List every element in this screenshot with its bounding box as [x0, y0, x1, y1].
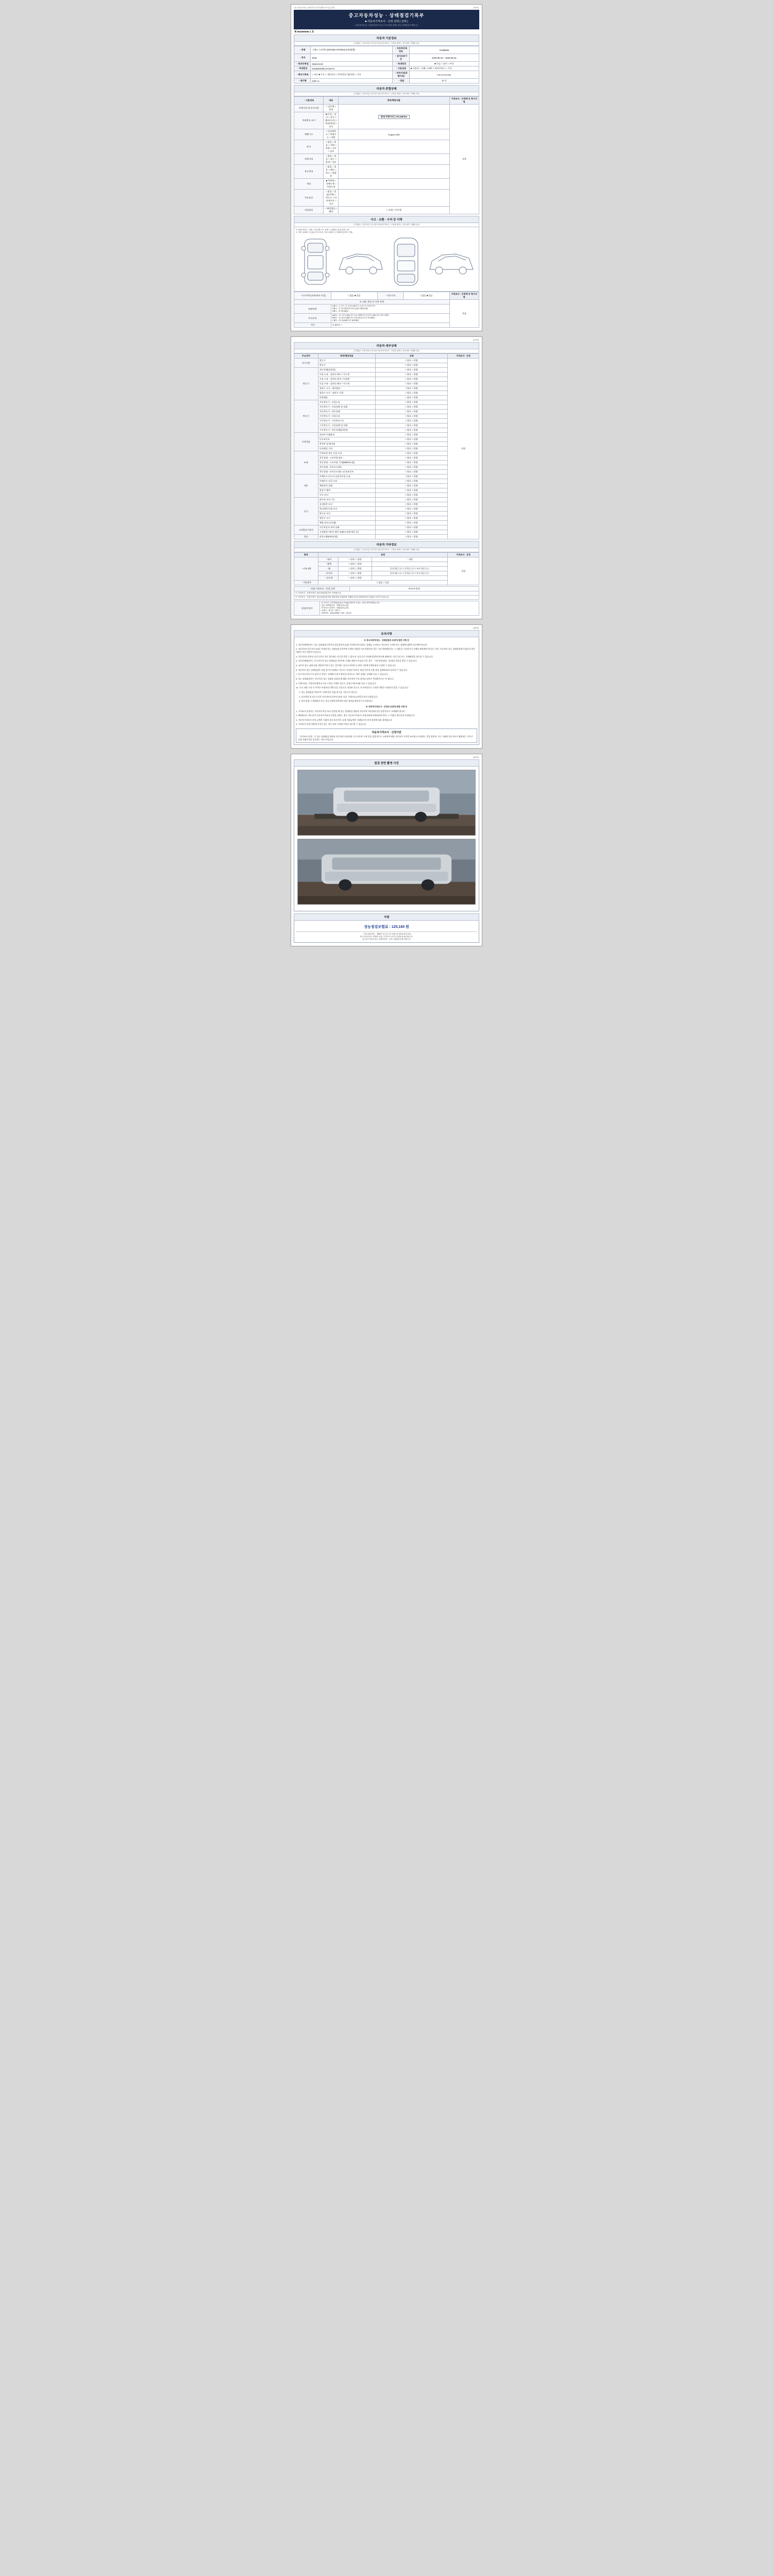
col-header: 가격조사 · 산정액 등 특가사항 — [449, 97, 479, 105]
table-row — [294, 587, 479, 591]
fee-label: ㆍ보험 가격조사 · 산정 금액 — [294, 587, 350, 591]
section-overall-subtitle: (기재없는 기록부/및 특가사항 자동차가격조사 · 산정을 원하는 경우에만 기재합니다) — [294, 92, 479, 96]
item-label: 윈도우 모터 — [318, 512, 375, 516]
item-label: 오일 누유 - 실린더 헤드 / 가스켓 — [318, 382, 375, 386]
item-state[interactable]: □ 양호 □ 불량 — [375, 456, 447, 461]
item-label: 작동상태 - 타이로드엔드 및 볼조인트 — [318, 470, 375, 474]
item-state[interactable]: □ 양호 □ 불량 — [375, 502, 447, 507]
row-detail — [339, 190, 449, 207]
item-state[interactable]: □ 양호 □ 불량 — [375, 512, 447, 516]
item-state[interactable]: □ 양호 □ 불량 — [375, 470, 447, 474]
mileage-readout — [339, 105, 449, 129]
table-header-row — [294, 97, 479, 105]
row-detail: % ppm 10% — [339, 129, 449, 140]
group-lines — [331, 314, 449, 323]
section-other-title: 자동차 기타정보 — [294, 541, 479, 548]
item-state[interactable]: □ 양호 □ 불량 — [375, 368, 447, 372]
section-basic-title: 자동차 기본정보 — [294, 35, 479, 42]
notice-item: 5. 자동차 성능·상태 점검 내용에 이의가 있는 경우에는 한국소비자원 등 관련 기관에 분쟁조정을 신청할 수 있습니다. — [296, 664, 396, 667]
item-label: 등속조인트 — [318, 437, 375, 442]
section-accident-subtitle: (기재없는 기록부/및 특가사항 자동차가격조사 · 산정을 원하는 경우에만 기재합니다) — [294, 223, 479, 227]
row-label: ㆍ휠 — [318, 567, 338, 571]
notice-heading-1: ※ 중고자동차성능 · 상태점검의 보증에 관한 사항 등 — [364, 639, 409, 641]
row-label: ㆍ광택 — [318, 562, 338, 567]
item-state[interactable]: □ 양호 □ 불량 — [375, 410, 447, 414]
item-label: 추진축 및 베어링 — [318, 442, 375, 447]
item-label: 실내송풍 모터 — [318, 502, 375, 507]
row-value: 71S06604 — [409, 46, 479, 54]
item-state[interactable]: □ 양호 □ 불량 — [375, 521, 447, 526]
row-content: □ 없음 □ 있음 □ 적법 □ 불법 □ 구조 □ 장치 — [324, 140, 339, 154]
row-value: □ 양호 □ 불량 — [339, 576, 372, 581]
item-state[interactable]: □ 양호 □ 불량 — [375, 465, 447, 470]
sheet-4 — [291, 754, 482, 946]
row-label: 리콜대상 — [294, 207, 324, 214]
group-line: ⑳ 휠하우스 — [331, 323, 449, 328]
item-label: 와이퍼 모터 기능 — [318, 498, 375, 502]
row-label: ㆍ최초등록일 — [294, 62, 311, 66]
row-label: ㆍ차대번호 — [294, 66, 311, 71]
basic-info-table — [294, 46, 479, 83]
diagram-legend-1: ※ (내부/외부) : 교환 = 앞/교환 또는 용접 = 교환(X), 판금/용접 = W — [296, 229, 349, 231]
row-content: ■ 동일 □ 상이 □ 부식 □ 훼손(오손) □ 변조(변타) □ 상이 — [324, 112, 339, 129]
section-detail-subtitle: (기재없는 기록부/및 특가사항 자동차가격조사 · 산정을 원하는 경우에만 기재합니다) — [294, 349, 479, 353]
item-label: 고전원전기장치 절연 상태(고전압 배선 등) — [318, 530, 375, 535]
item-label: 브레이크 마스터 실린더오일 누유 — [318, 474, 375, 479]
group-name: 전기 — [294, 498, 318, 526]
item-state[interactable]: □ 양호 □ 불량 — [375, 372, 447, 377]
page-title: 중고자동차성능 · 상태점검기록부 — [348, 13, 425, 18]
row-value: 2497 cc — [311, 79, 393, 83]
item-label: 디퍼렌셜 기어 — [318, 447, 375, 451]
row-content: □ 해당없음 □ 해당 — [324, 207, 339, 214]
detail-rows-body — [294, 359, 479, 539]
item-state[interactable]: □ 양호 □ 불량 — [375, 442, 447, 447]
car-front-diagram — [297, 236, 333, 287]
definition-box — [296, 728, 477, 743]
table-row — [294, 601, 479, 616]
table-header-row — [294, 553, 479, 557]
page-mark-1: (1/4면) — [473, 7, 479, 9]
accident-diagram-zone — [294, 227, 479, 292]
item-state[interactable]: □ 양호 □ 불량 — [375, 377, 447, 382]
row-detail — [372, 562, 447, 567]
row-label: ㆍ정원 — [393, 79, 409, 83]
section-overall-title: 자동차 종합상태 — [294, 85, 479, 92]
item-label: 오일 누유 - 실린더 헤드 / 가스켓 — [318, 372, 375, 377]
row-value: □ 양호 □ 불량 — [339, 567, 372, 571]
row-value: 2025-08-23 ~ 2026-08-22 — [409, 54, 479, 62]
page-mark-2: (2/4면) — [473, 339, 479, 341]
item-label: 발전기 출력 — [318, 488, 375, 493]
group-name: 주요골격 — [294, 314, 331, 323]
footer-line-1: 「자동차관리법」 제58조 및 같은 법 시행규칙 제120조에 따라 — [362, 933, 411, 936]
item-state[interactable]: □ 양호 □ 불량 — [375, 479, 447, 484]
group-line: A랭크 : ⑪ 프론트패널 ⑫ 크로스멤버 ⑬ 인사이드패널 ⑭ 사이드멤버 — [332, 314, 389, 316]
group-line: C랭크 : ⑱ 대쉬패널 ⑲ 필러패널 — [332, 319, 359, 321]
table-row — [294, 300, 479, 304]
row-label: ㆍ타이어 — [318, 571, 338, 576]
row-label: ㆍ속도계 — [318, 576, 338, 581]
item-state[interactable]: □ 양호 □ 불량 — [375, 461, 447, 465]
item-state[interactable]: □ 양호 □ 불량 — [375, 493, 447, 498]
row-detail — [339, 140, 449, 154]
table-row — [294, 66, 479, 71]
item-label: 작동상태 - 스티어링 기어(MDPS포함) — [318, 461, 375, 465]
item-label: 냉각수 누수 - 냉각수 수량 — [318, 391, 375, 396]
row-value: ■ 가솔린 □ 디젤 □ LPG □ 하이브리드 □ 기타 — [409, 66, 479, 71]
group-name: 조향 — [294, 451, 318, 474]
page-mark-4: (4/4면) — [473, 756, 479, 759]
table-row — [294, 79, 479, 83]
item-label: 원동기 — [318, 359, 375, 363]
row-value: □ 없음 □ 있음 — [318, 581, 447, 585]
group-name: 고전원전기장치 — [294, 526, 318, 535]
appraisal-note: 적정 — [449, 105, 479, 214]
notice-item: 1. 가격조사·산정자는 자동차가격을 조사·산정할 때 성능·상태점검 내용과 자동차의 사용상태 등을 종합적으로 고려해야 합니다. — [296, 709, 406, 713]
notice-items — [296, 643, 477, 689]
col-header: 항목 — [294, 553, 318, 557]
row-value: □ 없음 ■ 있음 — [403, 292, 449, 300]
group-name: 제동 — [294, 474, 318, 498]
notice-items-2 — [296, 710, 477, 726]
group-lines — [331, 304, 449, 314]
notice-item: 3. 자동차인도일부터 보증기간이 지난 경우에는 보증을 받을 수 없으며, 보증기간 이내에 발견된 하자에 대해서는 보증수리 또는 손해배상을 청구할 수 있습니다. — [296, 655, 433, 658]
item-state[interactable]: □ 양호 □ 불량 — [375, 488, 447, 493]
accident-history-table — [294, 292, 479, 328]
table-row — [294, 359, 479, 363]
notice-heading-2: ※ 자동차가격조사 · 산정의 보증에 관한 사항 등 — [365, 705, 408, 708]
col-header: 내용 — [324, 97, 339, 105]
fee-line — [296, 922, 477, 931]
item-label: 냉각수 누수 — [318, 516, 375, 521]
row-value: □ 양호 □ 불량 — [339, 571, 372, 576]
row-label: ㆍ유리 — [318, 557, 338, 562]
table-row — [294, 596, 479, 600]
item-label: 라디에이터 팬 모터 — [318, 507, 375, 512]
fee-table — [294, 586, 479, 600]
fee-value: 0 0 0 0 원정 — [349, 587, 479, 591]
definition-title: 자동차가격조사 · 산정이란 — [372, 731, 401, 735]
section-accident-title: 사고 · 교환 · 수리 등 이력 — [294, 216, 479, 223]
item-state[interactable]: □ 양호 □ 불량 — [375, 391, 447, 396]
fee-disclaimer-title: ※ 가격조사 · 산정가격은 성능상태점검자가 작성합니다. — [294, 591, 479, 596]
signer-line: 소재지 : 경기도 고양시 ... — [321, 609, 342, 612]
header-note: ( 자동차인도일 : 산정일자(인도일 등 모든일자) 선택 ) 성능·상태점검 기재일시 ) — [355, 24, 418, 26]
row-value: 2018 — [311, 54, 393, 62]
row-label: ㆍ연식 — [294, 54, 311, 62]
item-state[interactable]: □ 양호 □ 불량 — [375, 437, 447, 442]
inspection-photo-2 — [297, 839, 476, 905]
group-line: 3랭크 : ⑩ 쿼터패널 — [332, 310, 349, 312]
group-name: 자가진단 — [294, 359, 318, 368]
fee-label: 성능점검보험료 : — [364, 925, 391, 929]
item-state[interactable]: □ 양호 □ 불량 — [375, 382, 447, 386]
item-label: 수동변속기 - 기어변속기구 — [318, 419, 375, 423]
group-name: 변속기 — [294, 400, 318, 433]
signature-section-title: 서명 — [294, 913, 479, 921]
photo-section-title: 점검 장면 촬영 사진 — [294, 759, 479, 767]
appraisal-note: 적정 — [449, 300, 479, 328]
notice-item: 2. 매매업자는 매수인이 자동차가격조사·산정을 원하는 경우 자동차가격조사·산정자에게 의뢰하여야 하며, 그 비용은 매수인이 부담합니다. — [296, 714, 415, 717]
row-detail: 운전석(①②□ / 중간(①②□ / 조수석(①②□ — [372, 571, 447, 576]
group-name: 연료 — [294, 535, 318, 539]
row-label: ㆍ자동차등록번호 — [393, 46, 409, 54]
notice-item: 8. 성능·상태점검자는 자동차의 성능·상태를 점검할 때 해당 자동차의 구조·장치를 임의로 변경하여서는 안 됩니다. — [296, 677, 394, 680]
item-state[interactable]: □ 양호 □ 불량 — [375, 386, 447, 391]
item-state[interactable]: □ 양호 □ 불량 — [375, 419, 447, 423]
row-value: KMJWD37BU-S710771 — [311, 66, 393, 71]
row-value: □ 자동 ■ 수동 □ 세미오토 □ 무단변속기(CVT) □ 기타 — [311, 71, 393, 79]
sheet-2 — [291, 336, 482, 619]
notice-item: 4. 자동차매매업자는 중고자동차 성능·상태점검기록부에 기재된 내용이 사실과 다른 경우 「자동차관리법」에 따라 처분을 받을 수 있습니다. — [296, 659, 417, 663]
group-line: B랭크 : ⑮ 플로어패널 ⑯ 트렁크플로어 ⑰ 리어패널 — [332, 317, 375, 319]
table-row — [294, 557, 479, 562]
row-label: ㆍ배기량 — [294, 79, 311, 83]
row-detail — [339, 154, 449, 165]
col-header: 주요장치 — [294, 354, 318, 359]
item-state[interactable]: □ 양호 □ 불량 — [375, 526, 447, 530]
item-label: 작동상태 - 타이로드엔드 — [318, 465, 375, 470]
row-label: 주행거리 및 특가사항 — [294, 105, 324, 112]
item-label: 변속기 — [318, 363, 375, 368]
row-label: ㆍ사용연료 — [393, 66, 409, 71]
group-line: 1랭크 : ① 후드 ② 프론트펜더 ③ 도어 ④ 트렁크리드 — [332, 305, 376, 307]
item-label: 오일 누유 - 실린더 블록 / 오일팬 — [318, 377, 375, 382]
notice-item: 9. 주행거리는 주행거리계에 표시된 수치를 기재한 것으로, 실제 주행거리와 다를 수 있습니다. — [296, 682, 377, 685]
row-label: ㆍ주차거리(주행거리) — [393, 71, 409, 79]
col-header: 가격조사 · 산정 — [447, 354, 479, 359]
car-top-diagram — [388, 236, 424, 287]
col-header: 가격조사 · 산정 — [447, 553, 479, 557]
notice-item: 2. 자동차인도일로부터 30일 이내에 성능·상태점검기록부에 기재된 내용과 다르게 확인된 경우, 자동차매매업자는 그 내용을 수리하거나 손해를 배상해야 합니다. 다만, 자동차의 성능·상태점검에 포함되지 않은 내용은 보증 대상이 아닙니다. — [296, 648, 476, 653]
col-header: 상태 — [375, 354, 447, 359]
group-line: 2랭크 : ⑤ 라디에이터서포트(볼트체결부품) — [332, 308, 368, 310]
car-diagrams — [296, 234, 477, 290]
item-label: 수동변속기 - 오일유량 및 상태 — [318, 423, 375, 428]
signer-line: 성능·상태점검자 : 성명(상호) (인) — [321, 604, 349, 606]
item-label: 구동축전지 격리 상태 — [318, 526, 375, 530]
table-row — [294, 591, 479, 596]
row-label: ㆍ검사유효기간 — [393, 54, 409, 62]
car-side-diagram-left — [336, 244, 385, 280]
row-label: 특별이력 — [294, 154, 324, 165]
footer-note — [296, 931, 477, 941]
group-name: 동력전달 — [294, 433, 318, 451]
mileage-value: 현재 주행거리 | 170,198 km — [378, 115, 410, 119]
photo-2-caption — [297, 905, 476, 908]
item-state[interactable]: □ 양호 □ 불량 — [375, 507, 447, 512]
item-label: 자동변속기 - 작동상태 — [318, 410, 375, 414]
row-value: □ 양호 □ 불량 — [339, 557, 372, 562]
group-name: 기타 — [294, 323, 331, 328]
photo-gallery — [294, 767, 479, 911]
row-label: 튜닝 — [294, 140, 324, 154]
signer-addr: 본 진단은 교부하였음(임교사자)(임대자료가 있는 경우) 확인하였습니다. — [321, 602, 380, 604]
item-state[interactable]: □ 양호 □ 불량 — [375, 474, 447, 479]
notice-subitems — [296, 691, 477, 703]
signer-lines — [320, 601, 479, 616]
footer-line-3: [ ¥ ] 중고자동차성능·상태점검자 · 산정 ) 바랍감을 확인합니다. — [362, 938, 411, 941]
inspection-photo-1 — [297, 770, 476, 836]
item-label: 브레이크 오일 누유 — [318, 479, 375, 484]
row-label: 차대번호 표기 — [294, 112, 324, 129]
fee-amount: 125,180 원 — [391, 925, 409, 929]
item-state[interactable]: □ 양호 □ 불량 — [375, 433, 447, 437]
item-state[interactable]: □ 양호 □ 불량 — [375, 405, 447, 410]
row-label: ㆍ차대번호 — [393, 62, 409, 66]
document-header — [294, 10, 479, 29]
row-value: 그랜드 스타렉스(GRAND STAREX)-5세대(밴) — [311, 46, 393, 54]
table-row — [294, 105, 479, 112]
diagram-legend-2: ※ 하단 상태표시 용품(주기준이외, 기타 차량의 등 상태에 한하여 기재) — [296, 231, 352, 233]
notice-title: 유의사항 — [294, 630, 479, 637]
notice-item: 7. 중고자동차의 주요 장치 중 일부는 분해하지 않고 확인한 것이므로, 내부 상태는 실제와 다를 수 있습니다. — [296, 673, 389, 676]
form-name: 중고자동차성능·상태점검기록부(제3호서식) (앞쪽) — [294, 7, 335, 9]
item-label: 클러치 어셈블리 — [318, 433, 375, 437]
notice-item: 6. 자동차의 성능·상태점검은 점검 당시의 상태를 기준으로 작성된 것이며, 점검 이후의 사용·관리 상태에 따라 달라질 수 있습니다. — [296, 668, 408, 671]
side-label: ㆍ사용내용 — [294, 557, 318, 581]
overall-state-table — [294, 96, 479, 214]
row-detail — [372, 576, 447, 581]
row-value: □ 없음 ■ 있음 — [331, 292, 377, 300]
table-row — [294, 54, 479, 62]
row-label: ㆍ사고이력 (교차/권리 수입) — [294, 292, 331, 300]
item-state[interactable]: □ 양호 □ 불량 — [375, 530, 447, 535]
notice-item: 1. 성능·상태점검기록부의 기재사항은 점검 당시를 기준으로 합니다. — [299, 690, 358, 693]
row-value: 2018-04-03 — [311, 62, 393, 66]
section-other-subtitle: (기재없는 기록부/및 특가사항 자동차가격조사 · 산정을 원하는 경우에만 기재합니다) — [294, 548, 479, 552]
document-number: 제 952080596 1 호 — [294, 30, 314, 33]
item-state[interactable]: □ 양호 □ 불량 — [375, 447, 447, 451]
signature-fee-block — [294, 921, 479, 943]
item-label: 연료누출(LPG포함) — [318, 535, 375, 539]
page-mark-3: (3/4면) — [473, 627, 479, 629]
row-content: ■ 무채색 □ 전체도색 □ 부분도색 — [324, 179, 339, 190]
appraisal-note: 적정 — [447, 557, 479, 585]
col-header: 항목/해당내용 — [339, 97, 449, 105]
item-state[interactable]: □ 양호 □ 불량 — [375, 400, 447, 405]
item-label: 자동변속기 - 오일누유 — [318, 400, 375, 405]
notice-item: 4. 가격조사·산정 내용에 이의가 있는 경우 관련 기관에 이의를 제기할 수 있습니다. — [296, 723, 367, 726]
row-label: ㆍ변속기종류 — [294, 71, 311, 79]
header-subtitle: ■ 자동차가격조사 · 산정 선택 ( 선택 ) — [365, 20, 408, 23]
table-header-row — [294, 354, 479, 359]
row-label: 주요옵션 — [294, 190, 324, 207]
item-state[interactable]: □ 양호 □ 불량 — [375, 516, 447, 521]
row-detail: □ 이행 □ 미이행 — [339, 207, 449, 214]
item-label: 작동상태(공회전) — [318, 368, 375, 372]
row-detail: ㆍ내장 — [372, 557, 447, 562]
row-content: □ 실주행 □ 변경 — [324, 105, 339, 112]
item-state[interactable]: □ 양호 □ 불량 — [375, 423, 447, 428]
col-header: 상태 — [318, 553, 447, 557]
signature-table — [294, 601, 479, 616]
car-side-diagram-right — [427, 244, 476, 280]
table-row — [294, 46, 479, 54]
row-label: ㆍ단순수리 — [377, 292, 403, 300]
row-detail: 운전석(①②□ / 중간(①②□ / 조수석(①②□ — [372, 567, 447, 571]
table-row — [294, 62, 479, 66]
row-content: □ 없음 □ 있음 □ 렌트 □ 리스 □ 영업용 — [324, 165, 339, 179]
row-content: □ 없음 □ 있음(선택) □ 썬루프 □ 내비게이션 □ 기타 — [324, 190, 339, 207]
signer-line: 가격조사·산정자 : 성명(상호) (인) — [321, 607, 349, 609]
col-header: 가격조사 · 산정액 등 특가사항 — [449, 292, 479, 300]
item-state[interactable]: □ 양호 □ 불량 — [375, 396, 447, 400]
item-state[interactable]: □ 양호 □ 불량 — [375, 359, 447, 363]
item-label: 예열 플러그(디젤) — [318, 521, 375, 526]
exchange-title: ※ 교환, 판금 등 이상 부위 — [294, 300, 450, 304]
notice-item: 2. 보증범위 및 보증기간은 자동차인도일부터 30일 이상, 주행거리 2천킬로미터 이상입니다. — [299, 695, 378, 698]
section-detail-title: 자동차 세부상태 — [294, 342, 479, 349]
item-label: 수동변속기 - 오일누유 — [318, 414, 375, 419]
item-state[interactable]: □ 양호 □ 불량 — [375, 498, 447, 502]
signer-line: 전화번호 : 1544-0000 / 대표 : 홍길동 — [321, 612, 352, 614]
item-state[interactable]: □ 양호 □ 불량 — [375, 484, 447, 488]
section-basic-subtitle: (기재없는 기록부/및 특가사항 자동차가격조사 · 산정을 원하는 경우에만 기재합니다) — [294, 42, 479, 46]
row-label: 용도변경 — [294, 165, 324, 179]
row-detail — [339, 179, 449, 190]
col-header: 항목/해당내용 — [318, 354, 375, 359]
item-state[interactable]: □ 양호 □ 불량 — [375, 363, 447, 368]
footer-line-2: 중고자동차성능·상태를 점검 ( 가격조사·산정 ) 하였음을 확인합니다. — [360, 936, 413, 938]
item-label: 동력조향 작동 오일 누유 — [318, 451, 375, 456]
fee-disclaimer: ※ 가격조사 · 산정가격은 성능상태점검자의 책임하에 기재되며 거래당사자간 합의에 따라 결정된 가격이 아닙니다. — [294, 596, 479, 600]
group-name: 원동기 — [294, 368, 318, 400]
table-row — [294, 71, 479, 79]
table-row — [294, 292, 479, 300]
item-label: 배력장치 상태 — [318, 484, 375, 488]
item-label: 작동상태 - 스티어링 펌프 — [318, 456, 375, 461]
row-content: □ 일산화탄소 □ 탄화수소 □ 매연 — [324, 129, 339, 140]
item-state[interactable]: □ 양호 □ 불량 — [375, 535, 447, 539]
other-info-table — [294, 552, 479, 585]
group-name: 외판부위 — [294, 304, 331, 314]
definition-text: 「가격조사·산정」은 성능·상태점검 내용과 자동차의 사용상태, 중고자동차 시세 등을 종합적으로 고려하여 해당 자동차의 가격을 조사하고 산정하는 것을 말하며, 이는 거래의 참고자료로 활용되는 것으로 실제 거래가격을 보증하는 것은 아닙니다. — [298, 735, 473, 741]
row-label: 색상 — [294, 179, 324, 190]
sheet-1 — [291, 4, 482, 331]
item-label: 냉각수 누수 - 워터펌프 — [318, 386, 375, 391]
row-label: ㆍ차명 — [294, 46, 311, 54]
sheet-3 — [291, 624, 482, 749]
notice-body — [294, 637, 479, 745]
item-label: 수동변속기 - 작동상태(공회전) — [318, 428, 375, 433]
item-label: 시동 모터 — [318, 493, 375, 498]
item-label: 커먼레일 — [318, 396, 375, 400]
row-detail — [339, 165, 449, 179]
item-label: 자동변속기 - 오일유량 및 상태 — [318, 405, 375, 410]
row-label: 배출가스 — [294, 129, 324, 140]
detail-state-table — [294, 353, 479, 539]
signer-label: 점검/산정자 — [294, 601, 320, 616]
appraisal-note: 적정 — [447, 359, 479, 539]
col-header: ㆍ사용연료 — [294, 97, 324, 105]
row-label: ㆍ기본품목 — [294, 581, 318, 585]
notice-item: 10. 사고·교환·수리 등 이력은 보험처리 내역 등을 기준으로 작성된 것으로, 자기부담으로 수리한 내역은 포함되지 않을 수 있습니다. — [296, 686, 409, 689]
row-content: □ 없음 □ 있음 □ 침수 □ 화재 □ 전손 — [324, 154, 339, 165]
mileage-digit-boxes: 0 0 0 0 0 0 km — [409, 71, 479, 79]
notice-item: 1. 자동차매매업자는 성능·상태점검기록부를 발급일부터 30일 이내에 자동차성능·상태를 고지하고 자동차의 고지된 성능·상태에 대하여 보증해야 합니다. — [296, 643, 428, 646]
row-value: 12 인 — [409, 79, 479, 83]
item-state[interactable]: □ 양호 □ 불량 — [375, 414, 447, 419]
notice-item: 3. 하자 발생 시 매매업자 또는 보증기관에 연락하여 처리 절차를 확인하시기 바랍니다. — [299, 700, 373, 703]
row-value: ■ 동일 □ 상이 □ 부식 — [409, 62, 479, 66]
row-value: □ 양호 □ 불량 — [339, 562, 372, 567]
item-state[interactable]: □ 양호 □ 불량 — [375, 428, 447, 433]
item-state[interactable]: □ 양호 □ 불량 — [375, 451, 447, 456]
notice-item: 3. 자동차가격조사·산정 금액은 거래의 참고자료이며, 실제 거래금액은 거래당사자 간의 합의에 따라 결정됩니다. — [296, 718, 393, 721]
